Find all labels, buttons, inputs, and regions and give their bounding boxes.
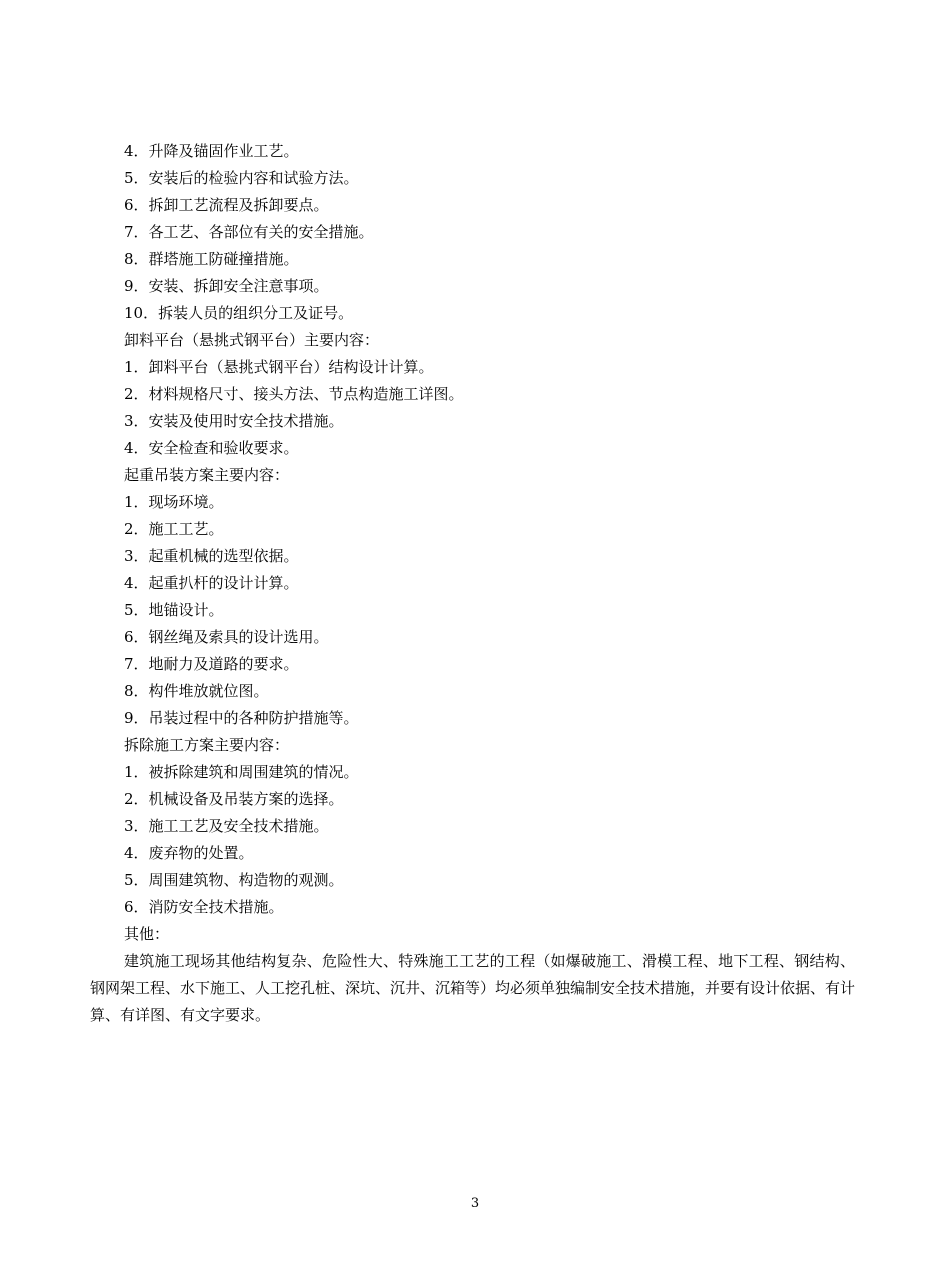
list-item: 1．被拆除建筑和周围建筑的情况。 <box>124 763 359 781</box>
list-item: 6．消防安全技术措施。 <box>124 898 284 916</box>
list-item: 4．起重扒杆的设计计算。 <box>124 574 299 592</box>
list-item: 9．安装、拆卸安全注意事项。 <box>124 277 329 295</box>
list-item: 3．安装及使用时安全技术措施。 <box>124 412 344 430</box>
list-item: 2．机械设备及吊装方案的选择。 <box>124 790 344 808</box>
list-item: 6．拆卸工艺流程及拆卸要点。 <box>124 196 329 214</box>
list-item: 4．废弃物的处置。 <box>124 844 254 862</box>
section-heading: 卸料平台（悬挑式钢平台）主要内容： <box>124 331 380 349</box>
body-paragraph: 建筑施工现场其他结构复杂、危险性大、特殊施工工艺的工程（如爆破施工、滑模工程、地下工程、钢结构、钢网架工程、水下施工、人工挖孔桩、深坑、沉井、沉箱等）均必须单独编制安全技术措施，并要有设计依据、有计算、有详图、有文字要求。 <box>90 952 856 1024</box>
list-item: 7．各工艺、各部位有关的安全措施。 <box>124 223 374 241</box>
list-item: 1．卸料平台（悬挑式钢平台）结构设计计算。 <box>124 358 434 376</box>
list-item: 7．地耐力及道路的要求。 <box>124 655 299 673</box>
list-item: 5．地锚设计。 <box>124 601 224 619</box>
section-heading: 起重吊装方案主要内容： <box>124 466 290 484</box>
list-item: 3．施工工艺及安全技术措施。 <box>124 817 329 835</box>
list-item: 3．起重机械的选型依据。 <box>124 547 299 565</box>
list-item: 5．周围建筑物、构造物的观测。 <box>124 871 344 889</box>
list-item: 4．升降及锚固作业工艺。 <box>124 142 299 160</box>
document-body <box>90 138 865 1029</box>
list-item: 5．安装后的检验内容和试验方法。 <box>124 169 359 187</box>
list-item: 10．拆装人员的组织分工及证号。 <box>124 304 354 322</box>
list-item: 9．吊装过程中的各种防护措施等。 <box>124 709 359 727</box>
list-item: 2．材料规格尺寸、接头方法、节点构造施工详图。 <box>124 385 464 403</box>
list-item: 1．现场环境。 <box>124 493 224 511</box>
list-item: 6．钢丝绳及索具的设计选用。 <box>124 628 329 646</box>
section-heading: 其他： <box>124 925 170 943</box>
list-item: 8．构件堆放就位图。 <box>124 682 269 700</box>
list-item: 2．施工工艺。 <box>124 520 224 538</box>
list-item: 4．安全检查和验收要求。 <box>124 439 299 457</box>
section-heading: 拆除施工方案主要内容： <box>124 736 290 754</box>
list-item: 8．群塔施工防碰撞措施。 <box>124 250 299 268</box>
page-number: 3 <box>470 1196 480 1211</box>
